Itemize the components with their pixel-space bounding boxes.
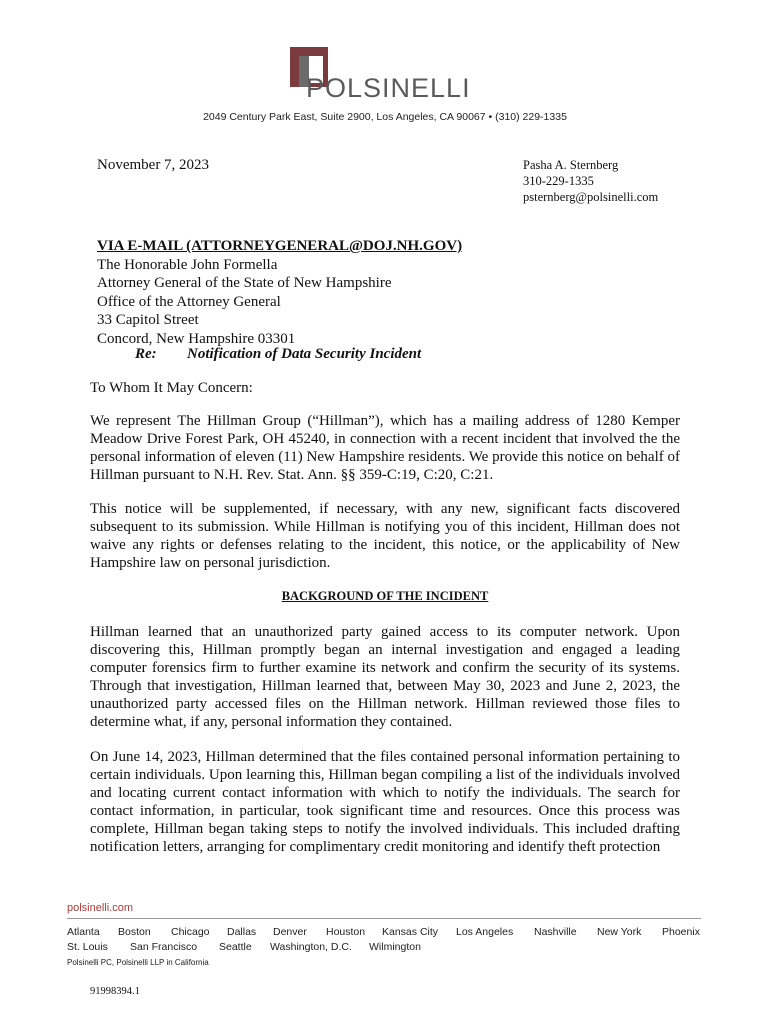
footer-city: Denver xyxy=(273,926,307,938)
footer-city: Phoenix xyxy=(662,926,700,938)
footer-city: San Francisco xyxy=(130,941,198,953)
polsinelli-logo-text: POLSINELLI xyxy=(306,73,471,103)
recipient-block xyxy=(97,237,462,348)
footer-city: Houston xyxy=(326,926,366,938)
footer-city: Dallas xyxy=(227,926,257,938)
section-heading-background: BACKGROUND OF THE INCIDENT xyxy=(281,589,489,603)
footer-city: Los Angeles xyxy=(456,926,514,938)
footer-city: Atlanta xyxy=(67,926,100,938)
sender-name: Pasha A. Sternberg xyxy=(523,158,619,172)
footer-city: Nashville xyxy=(534,926,577,938)
recipient-line: 33 Capitol Street xyxy=(97,312,199,328)
footer-city: Washington, D.C. xyxy=(270,941,352,953)
footer-city: St. Louis xyxy=(67,941,108,953)
re-label: Re: xyxy=(135,346,157,362)
recipient-line: Office of the Attorney General xyxy=(97,293,281,310)
footer-city: Seattle xyxy=(219,941,252,953)
footer-city: Wilmington xyxy=(369,941,421,953)
footer-city: New York xyxy=(597,926,642,938)
sender-phone: 310-229-1335 xyxy=(523,174,594,188)
re-subject: Notification of Data Security Incident xyxy=(187,346,422,362)
salutation: To Whom It May Concern: xyxy=(90,380,253,396)
sender-email: psternberg@polsinelli.com xyxy=(523,190,659,204)
footer-city: Chicago xyxy=(171,926,210,938)
footer-city: Boston xyxy=(118,926,151,938)
footer-city: Kansas City xyxy=(382,926,439,938)
firm-entity-note: Polsinelli PC, Polsinelli LLP in California xyxy=(67,958,209,967)
document-number: 91998394.1 xyxy=(90,986,140,997)
recipient-line: Concord, New Hampshire 03301 xyxy=(97,330,296,347)
recipient-line: Attorney General of the State of New Hampshire xyxy=(97,275,392,291)
letter-date: November 7, 2023 xyxy=(97,157,210,173)
sender-block xyxy=(523,157,658,205)
paragraph-incident-discovery: Hillman learned that an unauthorized party gained access to its computer network. Upon discovering this, Hillman promptly began an internal investigation and engaged a leading computer forensics firm to further examine its network and confirm the security of its systems. Through that investigation, Hillman learned that, between May 30, 2023 and June 2, 2023, the unauthorized party accessed files on the Hillman network. Hillman reviewed those files to determine what, if any, personal information they contained. xyxy=(90,624,680,730)
footer-website-link[interactable]: polsinelli.com xyxy=(67,902,134,914)
paragraph-representation: We represent The Hillman Group (“Hillman”), which has a mailing address of 1280 Kemper Meadow Drive Forest Park, OH 45240, in connection with a recent incident that involved the the personal information of eleven (11) New Hampshire residents. We provide this notice on behalf of Hillman pursuant to N.H. Rev. Stat. Ann. §§ 359-C:19, C:20, C:21. xyxy=(90,413,680,483)
delivery-method: VIA E-MAIL (ATTORNEYGENERAL@DOJ.NH.GOV) xyxy=(97,238,463,254)
recipient-line: The Honorable John Formella xyxy=(97,256,278,273)
re-line xyxy=(135,346,421,363)
letterhead-address: 2049 Century Park East, Suite 2900, Los Angeles, CA 90067 • (310) 229-1335 xyxy=(203,111,567,123)
paragraph-supplement-notice: This notice will be supplemented, if necessary, with any new, significant facts discovered subsequent to its submission. While Hillman is notifying you of this incident, Hillman does not waive any rights or defenses relating to the incident, this notice, or the applicability of New Hampshire law on personal jurisdiction. xyxy=(90,501,680,571)
footer-divider xyxy=(67,918,701,919)
paragraph-notification-steps: On June 14, 2023, Hillman determined that the files contained personal information pertaining to certain individuals. Upon learning this, Hillman began compiling a list of the individuals involved and locating current contact information with which to notify the individuals. The search for contact information, in particular, took significant time and resources. Once this process was complete, Hillman began taking steps to notify the involved individuals. This included drafting notification letters, arranging for complimentary credit monitoring and identify theft protection xyxy=(90,749,680,855)
